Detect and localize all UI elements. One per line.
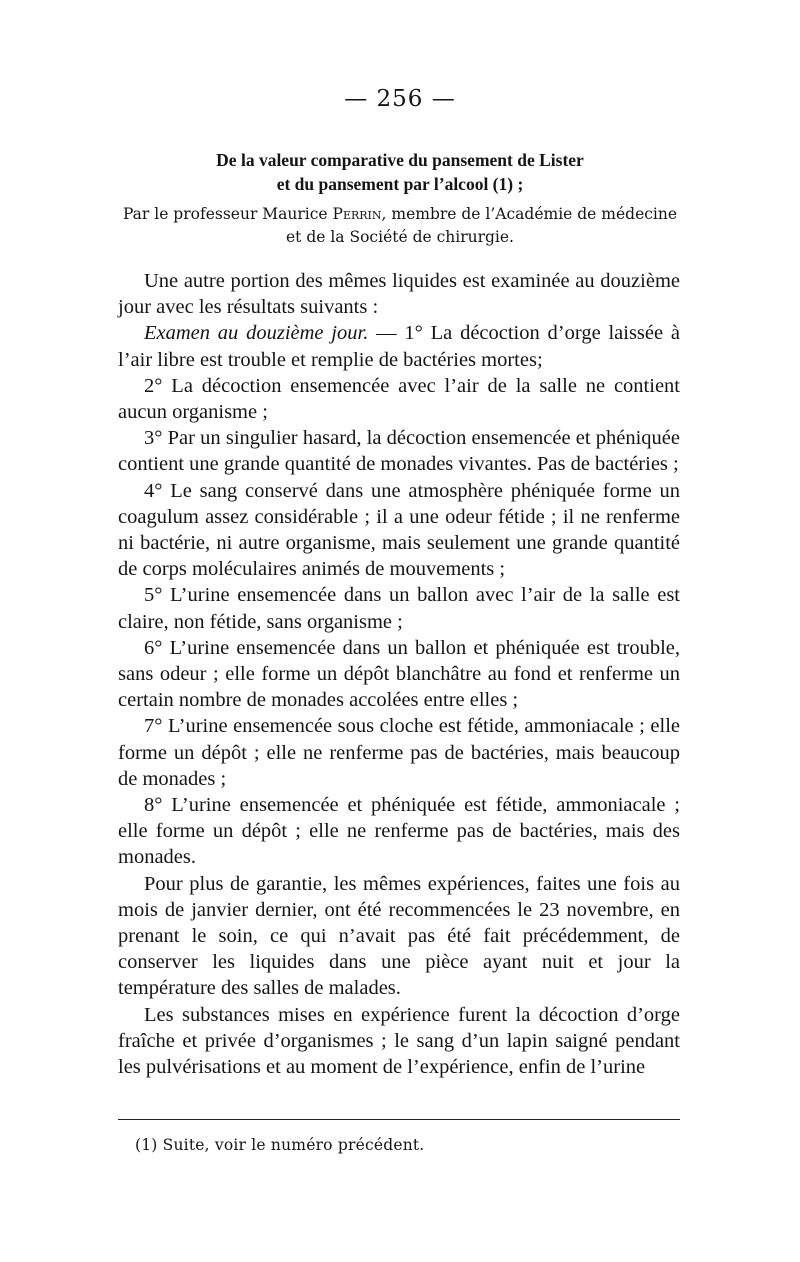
paragraph-substances: Les substances mises en expérience furent la décoction d’orge fraîche et privée d’organismes ; le sang d’un lapin saigné pendant les pulvérisations et au moment de l’expérience, enfin de l’urine	[118, 1003, 680, 1079]
exam-label: Examen au douzième jour.	[144, 322, 369, 345]
paragraph-item-7: 7° L’urine ensemencée sous cloche est fétide, ammoniacale ; elle forme un dépôt ; elle ne renferme pas de bactéries, mais beaucoup de monades ;	[118, 715, 680, 790]
page-number: — 256 —	[344, 86, 456, 112]
title-line-1: De la valeur comparative du pansement de Lister	[216, 150, 584, 170]
paragraph-intro: Une autre portion des mêmes liquides est examinée au douzième jour avec les résultats suivants :	[118, 270, 680, 319]
byline-line-2: et de la Société de chirurgie.	[286, 228, 514, 246]
paragraph-item-8: 8° L’urine ensemencée et phéniquée est fétide, ammoniacale ; elle forme un dépôt ; elle ne renferme pas de bactéries, mais des monades.	[118, 794, 680, 869]
paragraph-item-5: 5° L’urine ensemencée dans un ballon avec l’air de la salle est claire, non fétide, sans organisme ;	[118, 584, 680, 633]
footnote-divider	[118, 1119, 680, 1120]
byline-prefix: Par le professeur Maurice	[122, 205, 328, 223]
footnote: (1) Suite, voir le numéro précédent.	[135, 1136, 425, 1154]
paragraph-item-6: 6° L’urine ensemencée dans un ballon et phéniquée est trouble, sans odeur ; elle forme un dépôt blanchâtre au fond et renferme un certain nombre de monades accolées entre elles ;	[118, 636, 680, 712]
byline	[110, 203, 690, 249]
article-title	[120, 148, 680, 196]
paragraph-item-4: 4° Le sang conservé dans une atmosphère phéniquée forme un coagulum assez considérable ; il a une odeur fétide ; il ne renferme ni bactérie, ni autre organisme, mais seulement une grande quantité de corps moléculaires animés de mouvements ;	[118, 479, 680, 581]
body-text	[118, 268, 680, 1080]
item-1-text: — 1° La décoction d’orge laissée à l’air libre est trouble et remplie de bactéries mortes;	[118, 322, 680, 371]
byline-line-1	[110, 203, 690, 226]
paragraph-garantie: Pour plus de garantie, les mêmes expériences, faites une fois au mois de janvier dernier, ont été recommencées le 23 novembre, en prenant le soin, ce qui n’avait pas été fait précédemment, de conserver les liquides dans une pièce ayant nuit et jour la température des salles de malades.	[118, 872, 680, 1000]
author-name: Perrin	[332, 205, 382, 223]
title-line-2: et du pansement par l’alcool (1) ;	[276, 174, 524, 194]
paragraph-item-2: 2° La décoction ensemencée avec l’air de la salle ne contient aucun organisme ;	[118, 374, 680, 424]
paragraph-item-1	[118, 320, 680, 372]
paragraph-item-3: 3° Par un singulier hasard, la décoction ensemencée et phéniquée contient une grande quantité de monades vivantes. Pas de bactéries ;	[118, 427, 680, 476]
byline-suffix: , membre de l’Académie de médecine	[381, 205, 678, 223]
